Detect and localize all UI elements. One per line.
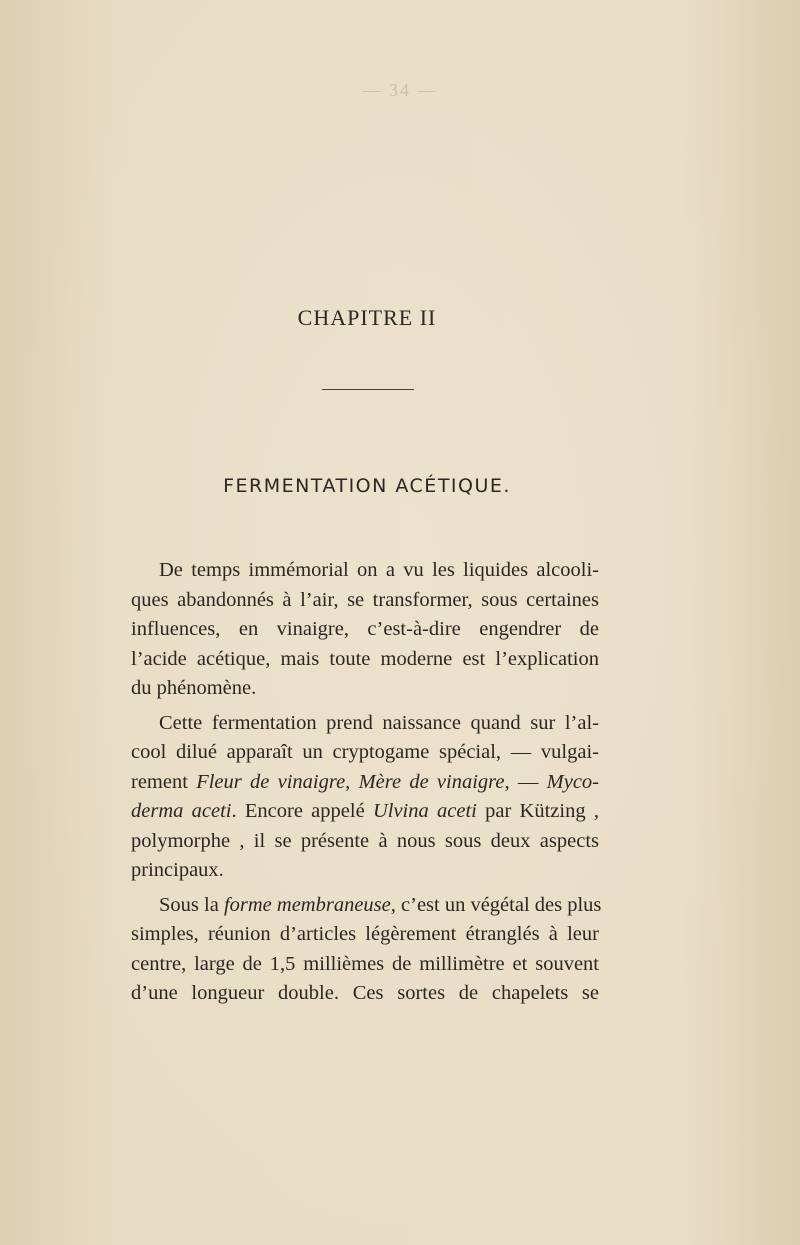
text-run: par Kützing , [476,800,599,822]
text-line [131,920,599,950]
text-run: ques abandonnés à l’air, se transformer, sous certaines [131,588,599,611]
text-run: , c’est un végétal des plus [390,893,602,916]
italic-text: Myco- [546,770,600,793]
text-run: Cette fermentation prend naissance quand sur l’al- [159,711,599,734]
text-line [131,586,599,616]
chapter-title: CHAPITRE II [297,305,437,330]
text-line [131,556,599,586]
title-divider [322,389,414,390]
text-line [131,827,599,857]
text-line [131,979,599,1009]
text-line [131,891,602,921]
text-run: simples, réunion d’articles légèrement étranglés à leur [131,923,599,945]
text-line [131,856,599,886]
text-run: cool dilué apparaît un cryptogame spécial, — vulgai- [131,741,599,763]
text-run: l’acide acétique, mais toute moderne est l’explication [131,647,599,670]
text-line [131,615,599,645]
text-run: principaux. [131,859,224,881]
text-line [131,768,599,798]
body-text [131,556,602,1009]
text-line [131,950,599,980]
text-run: centre, large de 1,5 millièmes de millimètre et souvent [131,952,599,975]
paragraph [131,556,599,704]
text-run: , [345,770,359,793]
text-line [131,709,599,739]
text-line [131,738,599,768]
italic-text: forme membraneuse [223,893,391,916]
italic-text: derma aceti [131,800,232,822]
text-line [131,797,599,827]
text-run: , — [504,770,547,793]
paragraph [131,891,602,1009]
text-line [131,645,599,675]
section-title: FERMENTATION ACÉTIQUE. [223,475,511,497]
text-run: polymorphe , il se présente à nous sous deux aspects [131,829,599,852]
text-run: du phénomène. [131,677,257,699]
text-run: d’une longueur double. Ces sortes de chapelets se [131,982,599,1004]
text-run: rement [131,770,197,793]
text-run: Sous la [159,893,224,916]
text-run: De temps immémorial on a vu les liquides alcooli- [159,559,599,581]
paragraph [131,709,599,886]
text-line [131,674,599,704]
italic-text: Mère de vinaigre [358,770,505,793]
page-number: — 34 — [362,80,438,100]
text-run: . Encore appelé [231,800,373,822]
text-run: influences, en vinaigre, c’est-à-dire engendrer de [131,618,599,640]
italic-text: Fleur de vinaigre [196,770,346,793]
italic-text: Ulvina aceti [372,800,477,822]
